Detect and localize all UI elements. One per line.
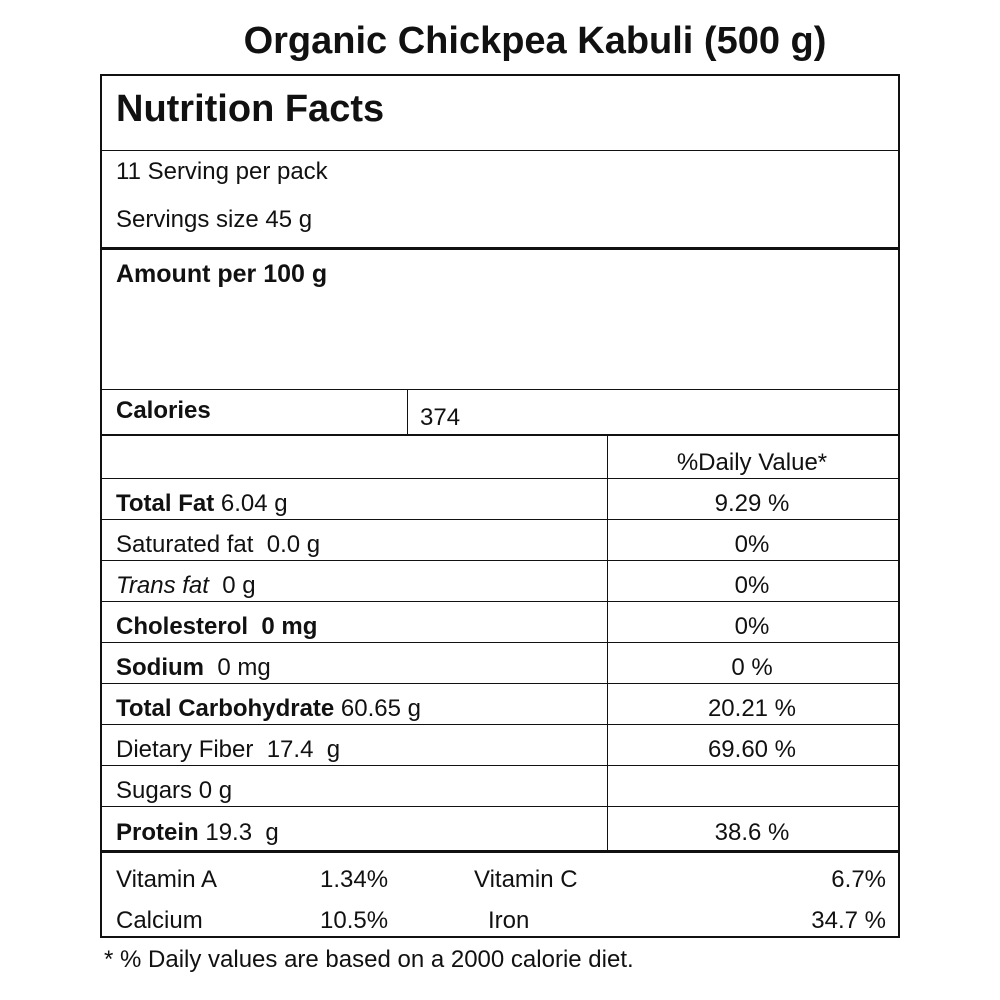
divider [102, 765, 898, 766]
footnote: * % Daily values are based on a 2000 calorie diet. [104, 946, 634, 973]
divider [102, 724, 898, 725]
daily-value-header: %Daily Value* [676, 449, 828, 476]
nutrient-dv: 9.29 % [714, 490, 790, 517]
calories-label: Calories [116, 397, 211, 424]
nutrient-name: Trans fat [116, 572, 209, 599]
nutrient-row-trans-fat [116, 574, 256, 598]
nutrient-amount: 0 g [192, 777, 233, 804]
nutrient-amount: 17.4 g [253, 736, 341, 763]
divider [102, 519, 898, 520]
nutrient-name: Dietary Fiber [116, 736, 254, 763]
nutrient-dv: 69.60 % [707, 736, 797, 763]
thick-divider [102, 247, 898, 250]
product-title: Organic Chickpea Kabuli (500 g) [243, 20, 827, 62]
nutrient-dv: 20.21 % [707, 695, 797, 722]
vitamin-c-value: 6.7% [831, 866, 886, 893]
nutrient-name: Protein [116, 819, 199, 846]
divider [102, 478, 898, 479]
nutrient-dv: 0% [734, 572, 770, 599]
iron-label: Iron [488, 907, 530, 934]
nutrient-dv: 0% [734, 613, 770, 640]
iron-value: 34.7 % [811, 907, 886, 934]
nutrient-name: Total Carbohydrate [116, 695, 335, 722]
nutrient-name: Cholesterol [116, 613, 249, 640]
nutrition-facts-panel [100, 74, 900, 938]
servings-per-pack: 11 Serving per pack [116, 158, 328, 185]
nutrient-row-dietary-fiber [116, 738, 340, 762]
thick-divider [102, 434, 898, 436]
amount-per-label: Amount per 100 g [116, 260, 328, 288]
vitamin-a-value: 1.34% [320, 866, 389, 893]
divider [102, 642, 898, 643]
divider [102, 150, 898, 151]
nutrient-dv: 0 % [731, 654, 773, 681]
nutrient-amount: 6.04 g [214, 490, 288, 517]
serving-size: Servings size 45 g [116, 206, 313, 233]
nutrient-amount: 19.3 g [198, 819, 279, 846]
divider [102, 683, 898, 684]
thick-divider [102, 850, 898, 853]
nutrient-row-protein [116, 821, 279, 845]
divider [102, 806, 898, 807]
nutrient-row-sugars [116, 779, 232, 803]
nutrient-row-cholesterol [116, 615, 317, 639]
calories-column-divider [407, 389, 408, 434]
vitamin-c-label: Vitamin C [474, 866, 578, 893]
divider [102, 389, 898, 390]
nutrient-name: Total Fat [116, 490, 215, 517]
nutrient-amount: 0.0 g [253, 531, 321, 558]
nutrient-name: Sodium [116, 654, 204, 681]
nutrient-dv: 38.6 % [714, 819, 790, 846]
vitamin-a-label: Vitamin A [116, 866, 217, 893]
nutrient-name: Sugars [116, 777, 193, 804]
divider [102, 560, 898, 561]
nutrient-dv: 0% [734, 531, 770, 558]
calories-value: 374 [420, 404, 461, 431]
divider [102, 601, 898, 602]
nutrient-row-saturated-fat [116, 533, 320, 557]
nutrient-row-total-fat [116, 492, 288, 516]
nutrient-row-sodium [116, 656, 271, 680]
calcium-label: Calcium [116, 907, 203, 934]
nutrient-amount: 60.65 g [334, 695, 421, 722]
calcium-value: 10.5% [320, 907, 389, 934]
nutrient-amount: 0 mg [204, 654, 271, 681]
nutrient-name: Saturated fat [116, 531, 254, 558]
nutrient-amount: 0 g [208, 572, 256, 599]
nutrient-row-total-carbohydrate [116, 697, 421, 721]
nutrition-facts-heading: Nutrition Facts [116, 88, 385, 130]
nutrient-amount: 0 mg [248, 613, 318, 640]
